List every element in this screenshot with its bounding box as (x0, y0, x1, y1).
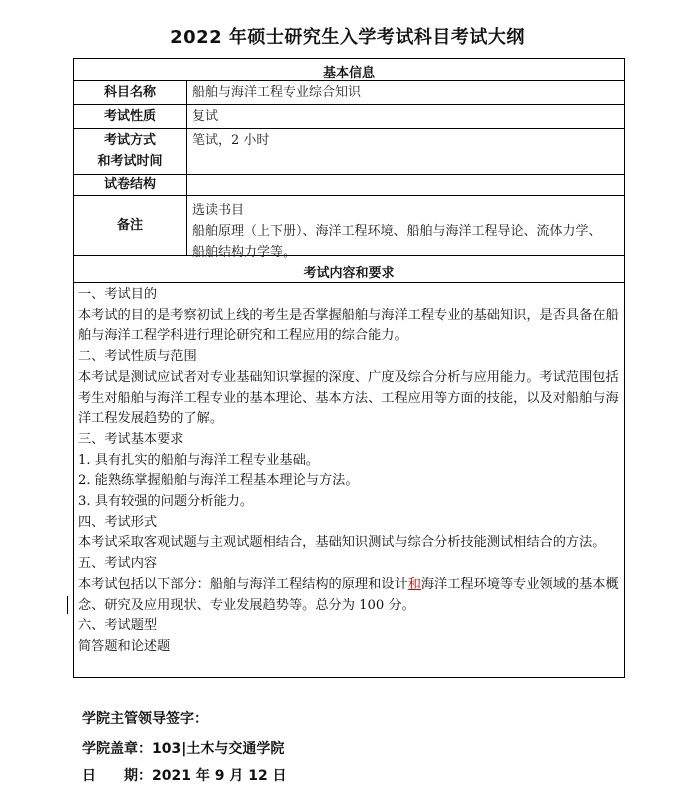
signature-line (82, 708, 208, 728)
section-heading: 二、考试性质与范围 (78, 349, 197, 365)
seal-line (82, 738, 284, 758)
content-text-part: 海洋工程环境等专业领域的基本概念、研究及应用现状、专业发展趋势等。总分为 100 分。 (78, 576, 619, 613)
document-title: 2022 年硕士研究生入学考试科目考试大纲 (170, 27, 525, 48)
date-label: 日 期： (82, 768, 152, 784)
list-item: 2. 能熟练掌握船舶与海洋工程基本理论与方法。 (78, 473, 359, 489)
exam-content-body (78, 285, 622, 658)
section-heading: 一、考试目的 (78, 287, 158, 302)
table-divider (74, 195, 624, 196)
highlighted-text: 和 (407, 576, 421, 592)
seal-label: 学院盖章： (82, 741, 152, 757)
section-paragraph: 本考试是测试应试者对专业基础知识掌握的深度、广度及综合分析与应用能力。考试范围包括考生对船舶与海洋工程专业的基本理论、基本方法、工程应用等方面的技能，以及对船舶与海洋工程发展趋势的了解。 (78, 369, 619, 427)
remarks-line: 船舶原理（上下册）、海洋工程环境、船舶与海洋工程导论、流体力学、 (192, 224, 602, 239)
exam-mode-label-line2: 和考试时间 (97, 154, 163, 169)
exam-nature-value: 复试 (192, 109, 219, 124)
seal-value: 103|土木与交通学院 (152, 741, 285, 757)
section-heading: 六、考试题型 (78, 618, 158, 634)
section-paragraph: 本考试的目的是考察初试上线的考生是否掌握船舶与海洋工程专业的基础知识，是否具备在船舶与海洋工程学科进行理论研究和工程应用的综合能力。 (78, 307, 619, 344)
exam-mode-value: 笔试，2 小时 (192, 133, 270, 148)
exam-mode-label-line1: 考试方式 (103, 133, 156, 148)
subject-name-label: 科目名称 (103, 85, 156, 100)
table-divider (74, 282, 624, 283)
basic-info-header: 基本信息 (322, 66, 375, 81)
date-line (82, 765, 287, 785)
section-heading: 四、考试形式 (78, 514, 158, 530)
remarks-line: 船舶结构力学等。 (192, 245, 297, 260)
section-paragraph (78, 575, 622, 616)
content-text-part: 本考试包括以下部分：船舶与海洋工程结构的原理和设计 (78, 576, 408, 592)
exam-nature-label: 考试性质 (103, 109, 156, 124)
remarks-line: 选读书目 (192, 203, 245, 218)
table-column-divider (186, 80, 187, 255)
section-paragraph: 本考试采取客观试题与主观试题相结合，基础知识测试与综合分析技能测试相结合的方法。 (78, 535, 606, 551)
table-divider (74, 128, 624, 129)
text-cursor (67, 596, 68, 614)
list-item: 1. 具有扎实的船舶与海洋工程专业基础。 (78, 452, 319, 468)
list-item: 3. 具有较强的问题分析能力。 (78, 494, 254, 510)
section-paragraph: 简答题和论述题 (78, 638, 171, 654)
paper-structure-label: 试卷结构 (103, 177, 156, 192)
syllabus-table (73, 58, 625, 678)
signature-label: 学院主管领导签字： (82, 711, 208, 727)
remarks-label: 备注 (116, 218, 143, 233)
subject-name-value: 船舶与海洋工程专业综合知识 (192, 85, 362, 100)
remarks-value (192, 200, 622, 263)
table-divider (74, 104, 624, 105)
content-header: 考试内容和要求 (303, 266, 395, 281)
date-value: 2021 年 9 月 12 日 (152, 768, 287, 784)
section-heading: 三、考试基本要求 (78, 431, 184, 447)
section-heading: 五、考试内容 (78, 556, 158, 572)
